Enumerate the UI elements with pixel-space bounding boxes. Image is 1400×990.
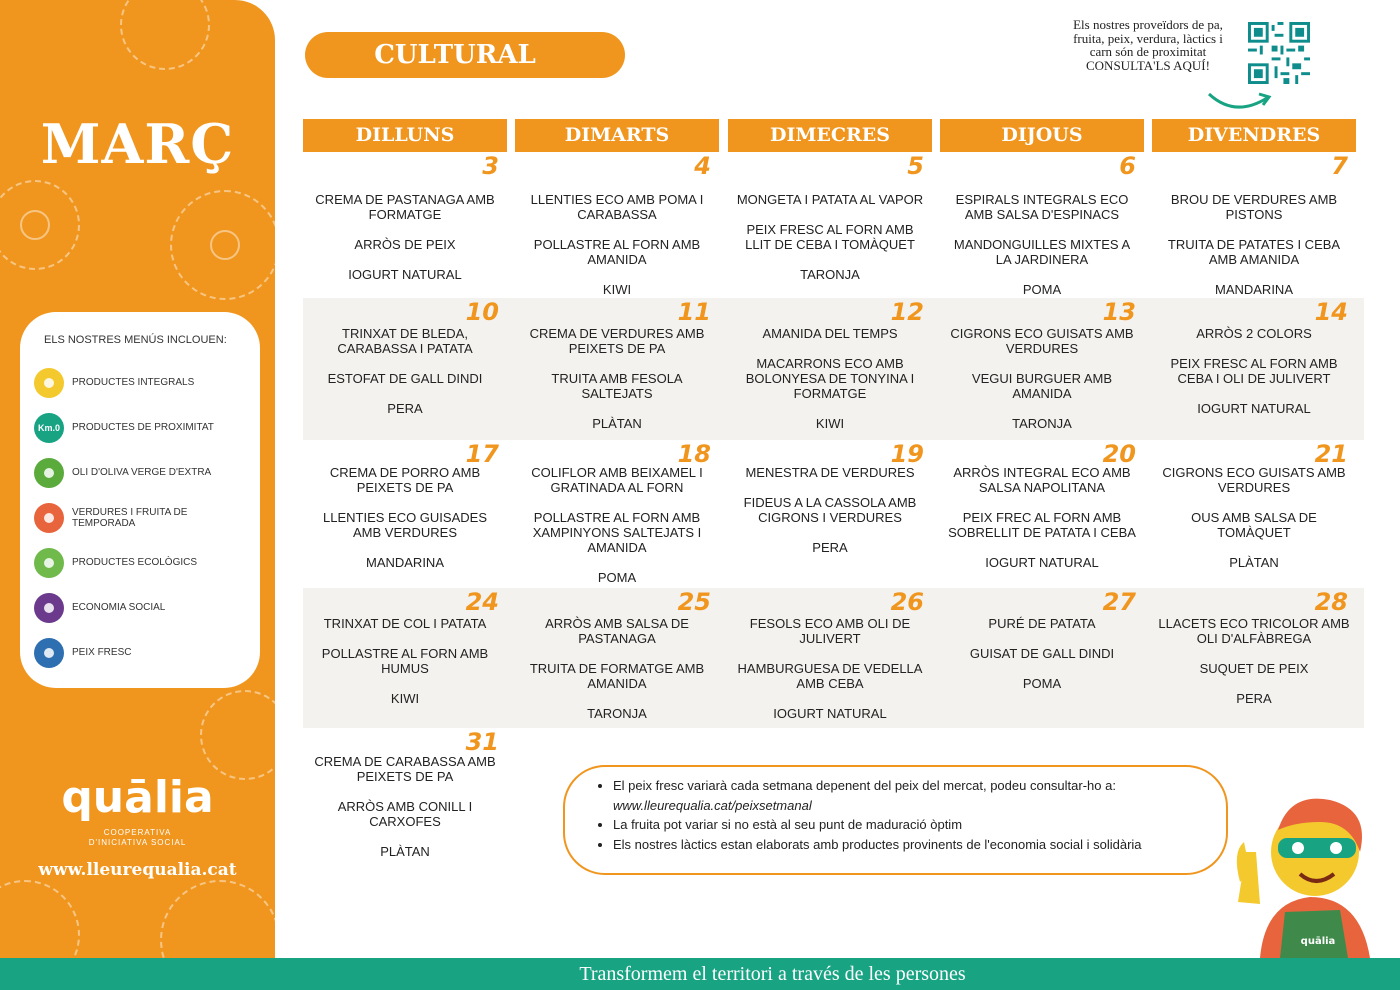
legend-panel [20, 312, 260, 688]
notes-box [563, 765, 1228, 875]
day-cell [940, 588, 1144, 728]
legend-item [34, 495, 250, 540]
dish-item: PERA [387, 401, 423, 416]
legend-item [34, 585, 250, 630]
dish-item: KIWI [390, 691, 420, 706]
dish-item: KIWI [602, 282, 632, 297]
sidebar [0, 0, 275, 958]
dish-item: CREMA DE PASTANAGA AMB FORMATGE [315, 192, 495, 222]
day-cell [515, 588, 719, 728]
day-cell [515, 298, 719, 440]
dish-item: AMANIDA DEL TEMPS [762, 326, 898, 341]
dish-item: ESPIRALS INTEGRALS ECO AMB SALSA D'ESPINACS [955, 192, 1129, 222]
legend-label: ECONOMIA SOCIAL [72, 602, 166, 613]
day-number: 12 [890, 298, 924, 326]
legend-item [34, 450, 250, 495]
dish-item: GUISAT DE GALL DINDI [969, 646, 1115, 661]
weekday-header: DIMECRES [728, 119, 932, 152]
dish-item: TARONJA [587, 706, 647, 721]
dish-item: IOGURT NATURAL [1197, 401, 1311, 416]
day-number: 31 [465, 728, 499, 756]
dish-item: IOGURT NATURAL [985, 555, 1099, 570]
day-cell [728, 440, 932, 588]
note-dairy: • Els nostres làctics estan elaborats amb productes provinents de l'economia social i solidària [613, 835, 1212, 855]
providers-note: Els nostres proveïdors de pa, fruita, peix, verdura, làctics i carn són de proximitat CONSULTA'LS AQUÍ! [1073, 17, 1223, 73]
km0-icon: Km.0 [34, 413, 64, 443]
dish-item: PURÉ DE PATATA [988, 616, 1096, 631]
flower-decoration [200, 690, 275, 780]
dish-item: LLACETS ECO TRICOLOR AMB OLI D'ALFÀBREGA [1158, 616, 1350, 646]
day-cell [303, 152, 507, 298]
dish-item: PLÀTAN [592, 416, 642, 431]
dish-item: ESTOFAT DE GALL DINDI [327, 371, 483, 386]
dish-item: KIWI [815, 416, 845, 431]
day-number: 27 [1102, 588, 1136, 616]
day-number: 6 [1119, 152, 1136, 180]
dish-item: COLIFLOR AMB BEIXAMEL I GRATINADA AL FORN [531, 465, 703, 495]
day-number: 24 [465, 588, 499, 616]
day-number: 5 [907, 152, 924, 180]
day-cell [303, 440, 507, 588]
day-number: 21 [1314, 440, 1348, 468]
legend-label: PRODUCTES ECOLÒGICS [72, 557, 198, 568]
day-number: 4 [694, 152, 711, 180]
dish-item: CREMA DE VERDURES AMB PEIXETS DE PA [529, 326, 705, 356]
arrow-icon [1205, 88, 1275, 114]
note-text: El peix fresc variarà cada setmana depenent del peix del mercat, podeu consultar-ho a: [613, 778, 1116, 793]
day-cell [515, 440, 719, 588]
dish-item: PEIX FREC AL FORN AMB SOBRELLIT DE PATATA I CEBA [948, 510, 1136, 540]
legend-label: PEIX FRESC [72, 647, 132, 658]
leaf-icon [34, 548, 64, 578]
qr-code-icon[interactable] [1248, 22, 1310, 84]
legend-label: PRODUCTES INTEGRALS [72, 377, 195, 388]
day-cell [1152, 440, 1356, 588]
handshake-icon [34, 593, 64, 623]
day-number: 14 [1314, 298, 1348, 326]
weekday-header: DIJOUS [940, 119, 1144, 152]
flower-decoration [0, 880, 80, 958]
dish-item: ARRÒS AMB CONILL I CARXOFES [337, 799, 473, 829]
dish-item: TARONJA [800, 267, 860, 282]
dish-item: VEGUI BURGUER AMB AMANIDA [971, 371, 1113, 401]
legend-title: ELS NOSTRES MENÚS INCLOUEN: [44, 334, 227, 346]
day-number: 13 [1102, 298, 1136, 326]
dish-item: TARONJA [1012, 416, 1072, 431]
dish-item: POLLASTRE AL FORN AMB XAMPINYONS SALTEJATS I AMANIDA [532, 510, 702, 555]
day-cell [1152, 152, 1356, 298]
dish-item: POMA [597, 570, 637, 585]
day-number: 7 [1331, 152, 1348, 180]
day-cell [728, 152, 932, 298]
day-cell [940, 152, 1144, 298]
legend-label: VERDURES I FRUITA DE TEMPORADA [72, 506, 188, 529]
brand-subtitle-line: COOPERATIVA [103, 828, 172, 837]
dish-item: PEIX FRESC AL FORN AMB CEBA I OLI DE JULIVERT [1170, 356, 1338, 386]
dish-item: ARRÒS 2 COLORS [1196, 326, 1312, 341]
dish-item: CIGRONS ECO GUISATS AMB VERDURES [1162, 465, 1346, 495]
flower-decoration [160, 880, 275, 958]
mascot-illustration [1220, 792, 1390, 958]
dish-item: PLÀTAN [1229, 555, 1279, 570]
dish-item: POLLASTRE AL FORN AMB HUMUS [321, 646, 489, 676]
day-number: 26 [890, 588, 924, 616]
day-number: 28 [1314, 588, 1348, 616]
day-cell [303, 588, 507, 728]
day-number: 19 [890, 440, 924, 468]
dish-item: PEIX FRESC AL FORN AMB LLIT DE CEBA I TOMÀQUET [745, 222, 915, 252]
brand-subtitle-line: D'INICIATIVA SOCIAL [88, 838, 187, 847]
dish-item: LLENTIES ECO AMB POMA I CARABASSA [530, 192, 704, 222]
dish-item: ARRÒS INTEGRAL ECO AMB SALSA NAPOLITANA [953, 465, 1131, 495]
day-cell [1152, 298, 1356, 440]
dish-item: CREMA DE CARABASSA AMB PEIXETS DE PA [314, 754, 496, 784]
dish-item: FIDEUS A LA CASSOLA AMB CIGRONS I VERDURES [743, 495, 917, 525]
dish-item: MANDARINA [1214, 282, 1293, 297]
dish-item: TRINXAT DE COL I PATATA [323, 616, 487, 631]
dish-item: IOGURT NATURAL [773, 706, 887, 721]
legend-item [34, 360, 250, 405]
flower-decoration [120, 0, 210, 70]
day-number: 3 [482, 152, 499, 180]
weekday-header: DIMARTS [515, 119, 719, 152]
dish-item: ARRÒS DE PEIX [354, 237, 456, 252]
day-number: 18 [677, 440, 711, 468]
dish-item: POMA [1022, 676, 1062, 691]
legend-label: OLI D'OLIVA VERGE D'EXTRA [72, 467, 212, 478]
brand-subtitle [0, 828, 275, 848]
day-number: 11 [677, 298, 711, 326]
day-cell [1152, 588, 1356, 728]
weekday-header: DILLUNS [303, 119, 507, 152]
dish-item: PERA [1236, 691, 1272, 706]
dish-item: MACARRONS ECO AMB BOLONYESA DE TONYINA I FORMATGE [745, 356, 915, 401]
day-number: 20 [1102, 440, 1136, 468]
weekday-header: DIVENDRES [1152, 119, 1356, 152]
legend-item [34, 540, 250, 585]
note-fruit: • La fruita pot variar si no està al seu punt de maduració òptim [613, 815, 1212, 835]
day-cell [940, 440, 1144, 588]
day-cell [515, 152, 719, 298]
website-link[interactable]: www.lleurequalia.cat [38, 860, 237, 880]
day-cell [940, 298, 1144, 440]
dish-item: HAMBURGUESA DE VEDELLA AMB CEBA [737, 661, 923, 691]
dish-item: MENESTRA DE VERDURES [745, 465, 915, 480]
dish-item: TRUITA DE FORMATGE AMB AMANIDA [529, 661, 705, 691]
day-cell [728, 298, 932, 440]
legend-label: PRODUCTES DE PROXIMITAT [72, 422, 214, 433]
month-title: MARÇ [40, 112, 235, 176]
dish-item: SUQUET DE PEIX [1199, 661, 1309, 676]
day-cell [303, 728, 507, 868]
note-fresh-fish [613, 776, 1212, 815]
dish-item: TRINXAT DE BLEDA, CARABASSA I PATATA [337, 326, 473, 356]
flower-decoration [210, 230, 240, 260]
dish-item: OUS AMB SALSA DE TOMÀQUET [1191, 510, 1317, 540]
day-cell [303, 298, 507, 440]
mascot-label: quālia [1300, 936, 1336, 947]
dish-item: ARRÒS AMB SALSA DE PASTANAGA [545, 616, 689, 646]
legend-item [34, 405, 250, 450]
wheat-icon [34, 368, 64, 398]
dish-item: MONGETA I PATATA AL VAPOR [736, 192, 924, 207]
dish-item: MANDARINA [365, 555, 444, 570]
day-number: 25 [677, 588, 711, 616]
dish-item: TRUITA DE PATATES I CEBA AMB AMANIDA [1167, 237, 1341, 267]
dish-item: PERA [812, 540, 848, 555]
dish-item: CIGRONS ECO GUISATS AMB VERDURES [950, 326, 1134, 356]
dish-item: IOGURT NATURAL [348, 267, 462, 282]
dish-item: CREMA DE PORRO AMB PEIXETS DE PA [329, 465, 481, 495]
dish-item: POMA [1022, 282, 1062, 297]
olive-icon [34, 458, 64, 488]
fish-icon [34, 638, 64, 668]
dish-item: FESOLS ECO AMB OLI DE JULIVERT [749, 616, 911, 646]
day-cell [728, 588, 932, 728]
day-number: 17 [465, 440, 499, 468]
dish-item: BROU DE VERDURES AMB PISTONS [1170, 192, 1338, 222]
dish-item: PLÀTAN [380, 844, 430, 859]
footer-slogan: Transformem el territori a través de les persones [0, 958, 1400, 990]
dish-item: POLLASTRE AL FORN AMB AMANIDA [533, 237, 701, 267]
day-number: 10 [465, 298, 499, 326]
flower-decoration [20, 210, 50, 240]
brand-logo: quālia [61, 772, 214, 823]
dish-item: TRUITA AMB FESOLA SALTEJATS [551, 371, 683, 401]
legend-item [34, 630, 250, 675]
dish-item: MANDONGUILLES MIXTES A LA JARDINERA [953, 237, 1131, 267]
fruit-icon [34, 503, 64, 533]
menu-type-title: CULTURAL [305, 32, 625, 78]
fish-url-link[interactable]: www.lleurequalia.cat/peixsetmanal [613, 797, 812, 813]
dish-item: LLENTIES ECO GUISADES AMB VERDURES [323, 510, 487, 540]
